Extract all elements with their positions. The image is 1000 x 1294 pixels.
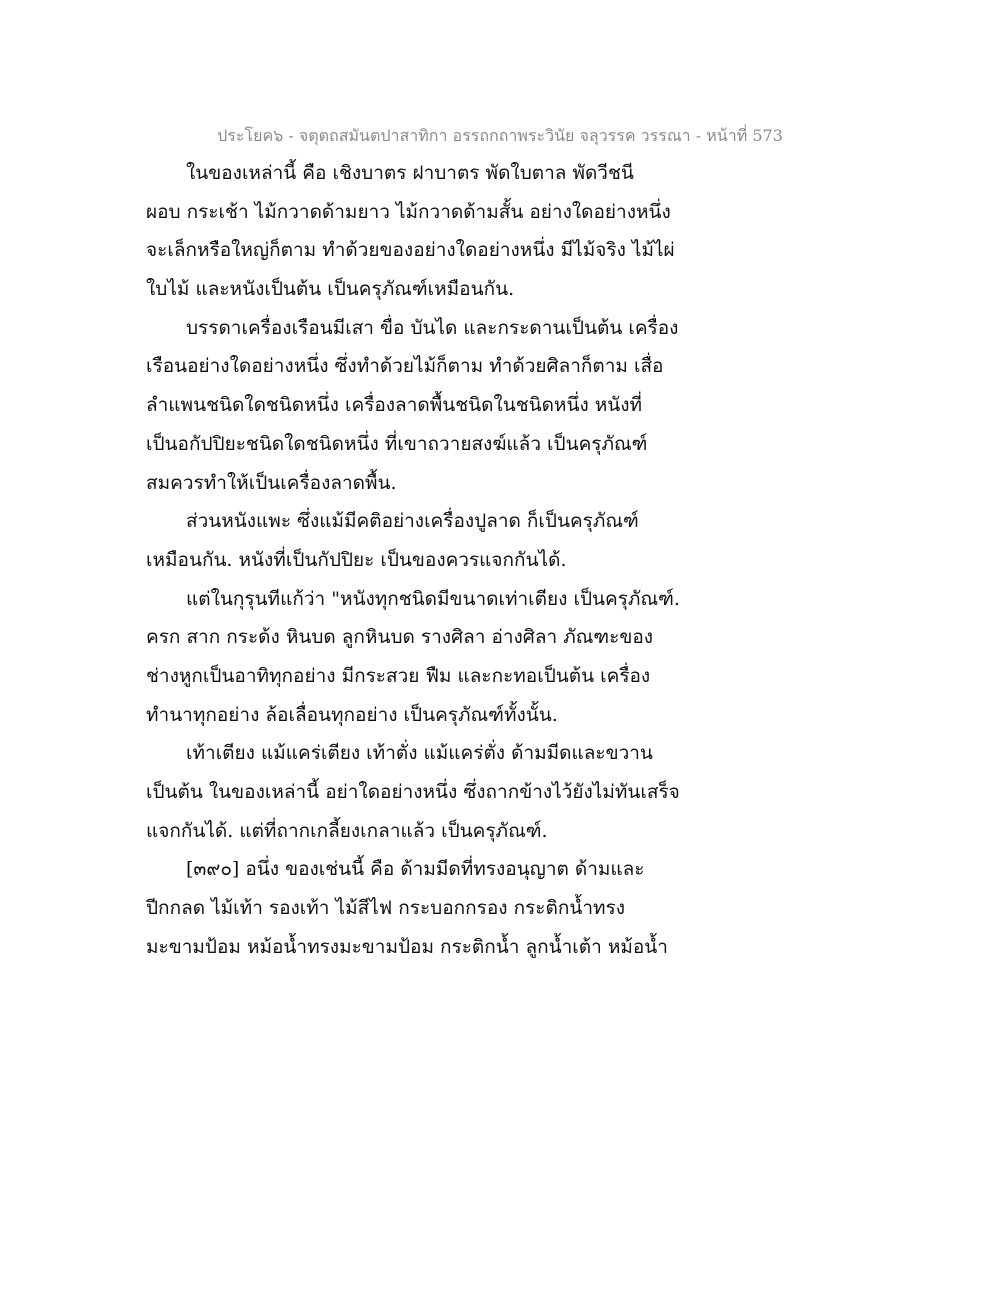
- text-line: จะเล็กหรือใหญ่ก็ตาม ทำด้วยของอย่างใดอย่างหนึ่ง มีไม้จริง ไม้ไผ่: [146, 239, 675, 262]
- body-text: [146, 154, 746, 966]
- running-header: ประโยค๖ - จตุตถสมันตปาสาทิกา อรรถกถาพระวินัย จลุวรรค วรรณา - หน้าที่ 573: [217, 126, 783, 145]
- text-line: สมควรทำให้เป็นเครื่องลาดพื้น.: [146, 471, 397, 494]
- text-line: มะขามป้อม หม้อน้ำทรงมะขามป้อม กระติกน้ำ ลูกน้ำเต้า หม้อน้ำ: [146, 935, 668, 958]
- text-line: ทำนาทุกอย่าง ล้อเลื่อนทุกอย่าง เป็นครุภัณฑ์ทั้งนั้น.: [146, 703, 558, 726]
- text-line: ครก สาก กระด้ง หินบด ลูกหินบด รางศิลา อ่างศิลา ภัณฑะของ: [146, 626, 654, 649]
- text-line: แต่ในกุรุนทีแก้ว่า "หนังทุกชนิดมีขนาดเท่าเตียง เป็นครุภัณฑ์.: [186, 587, 680, 610]
- text-line: เท้าเตียง แม้แคร่เตียง เท้าตั่ง แม้แคร่ตั่ง ด้ามมีดและขวาน: [186, 742, 653, 765]
- text-line: ใบไม้ และหนังเป็นต้น เป็นครุภัณฑ์เหมือนกัน.: [146, 278, 515, 301]
- text-line: ส่วนหนังแพะ ซึ่งแม้มีคติอย่างเครื่องปูลาด ก็เป็นครุภัณฑ์: [186, 510, 639, 533]
- text-line: ลำแพนชนิดใดชนิดหนึ่ง เครื่องลาดพื้นชนิดในชนิดหนึ่ง หนังที่: [146, 394, 643, 417]
- text-line: ช่างหูกเป็นอาทิทุกอย่าง มีกระสวย ฟืม และกะทอเป็นต้น เครื่อง: [146, 664, 651, 687]
- text-line: [๓๙๐] อนึ่ง ของเช่นนี้ คือ ด้ามมีดที่ทรงอนุญาต ด้ามและ: [186, 858, 645, 881]
- text-line: เป็นอกัปปิยะชนิดใดชนิดหนึ่ง ที่เขาถวายสงฆ์แล้ว เป็นครุภัณฑ์: [146, 432, 648, 455]
- text-line: ปีกกลด ไม้เท้า รองเท้า ไม้สีไฟ กระบอกกรอง กระติกน้ำทรง: [146, 897, 625, 920]
- text-line: เป็นต้น ในของเหล่านี้ อย่าใดอย่างหนึ่ง ซึ่งถากข้างไว้ยังไม่ทันเสร็จ: [146, 781, 680, 803]
- text-line: เรือนอย่างใดอย่างหนึ่ง ซึ่งทำด้วยไม้ก็ตาม ทำด้วยศิลาก็ตาม เสื่อ: [146, 355, 664, 378]
- text-line: เหมือนกัน. หนังที่เป็นกัปปิยะ เป็นของควรแจกกันได้.: [146, 548, 567, 571]
- text-line: แจกกันได้. แต่ที่ถากเกลี้ยงเกลาแล้ว เป็นครุภัณฑ์.: [146, 819, 548, 842]
- text-line: ในของเหล่านี้ คือ เชิงบาตร ฝาบาตร พัดใบตาล พัดวีชนี: [186, 162, 634, 184]
- text-line: ผอบ กระเช้า ไม้กวาดด้ามยาว ไม้กวาดด้ามสั้น อย่างใดอย่างหนึ่ง: [146, 200, 671, 223]
- text-line: บรรดาเครื่องเรือนมีเสา ขื่อ บันได และกระดานเป็นต้น เครื่อง: [186, 316, 679, 339]
